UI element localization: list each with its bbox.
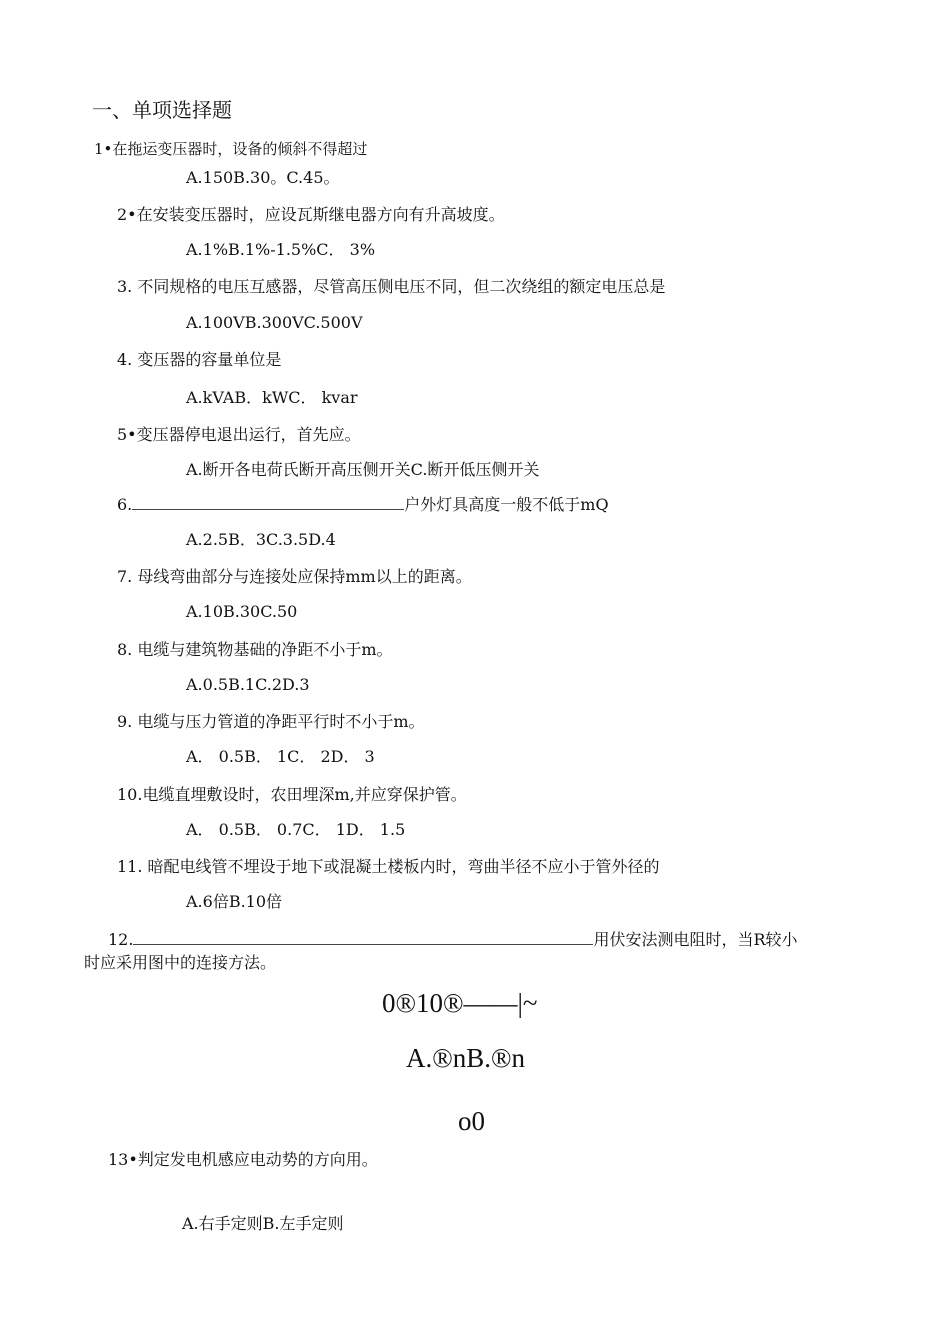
question-6-options: A.2.5B．3C.3.5D.4 [186,530,336,549]
figure-line-1: 0®10®——|~ [382,988,538,1018]
question-8-stem: 8. 电缆与建筑物基础的净距不小于m。 [117,640,393,659]
question-4-options: A.kVAB．kWC． kvar [186,388,358,407]
question-4-stem: 4. 变压器的容量单位是 [117,350,282,369]
question-12-stem-line [108,930,798,950]
question-13-stem: 13•判定发电机感应电动势的方向用。 [108,1150,378,1169]
question-2-options: A.1%B.1%-1.5%C． 3% [186,240,376,259]
question-2-stem: 2•在安装变压器时，应设瓦斯继电器方向有升高坡度。 [117,205,505,224]
question-3-stem: 3. 不同规格的电压互感器，尽管高压侧电压不同，但二次绕组的额定电压总是 [117,277,666,296]
question-1-options: A.150B.30。C.45。 [186,168,340,187]
question-9-stem: 9. 电缆与压力管道的净距平行时不小于m。 [117,712,425,731]
question-6-number: 6. [117,495,133,514]
figure-line-3: o0 [458,1106,485,1136]
question-10-stem: 10.电缆直埋敷设时，农田埋深m,并应穿保护管。 [117,785,467,804]
answer-blank [132,495,404,510]
question-8-options: A.0.5B.1C.2D.3 [186,675,310,694]
question-5-stem: 5•变压器停电退出运行，首先应。 [117,425,361,444]
question-12-number: 12. [108,930,134,949]
section-title: 一、单项选择题 [92,98,232,122]
question-7-options: A.10B.30C.50 [186,602,298,621]
question-10-options: A． 0.5B． 0.7C． 1D． 1.5 [186,820,406,839]
question-12-stem-continued: 时应采用图中的连接方法。 [84,953,277,972]
question-9-options: A． 0.5B． 1C． 2D． 3 [186,747,375,766]
question-7-stem: 7. 母线弯曲部分与连接处应保持mm以上的距离。 [117,567,472,586]
question-11-options: A.6倍B.10倍 [186,892,283,911]
question-13-options: A.右手定则B.左手定则 [182,1214,344,1233]
question-11-stem: 11. 暗配电线管不埋设于地下或混凝土楼板内时，弯曲半径不应小于管外径的 [117,857,660,876]
question-5-options: A.断开各电荷氏断开高压侧开关C.断开低压侧开关 [186,460,540,479]
question-6-stem: 户外灯具高度一般不低于mQ [404,495,609,514]
answer-blank [133,930,593,945]
question-3-options: A.100VB.300VC.500V [186,313,363,332]
question-12-stem: 用伏安法测电阻时，当R较小 [593,930,798,949]
question-1-stem: 1•在拖运变压器时，设备的倾斜不得超过 [94,140,368,158]
question-6-stem-line [117,495,609,515]
figure-line-2: A.®nB.®n [406,1043,526,1073]
